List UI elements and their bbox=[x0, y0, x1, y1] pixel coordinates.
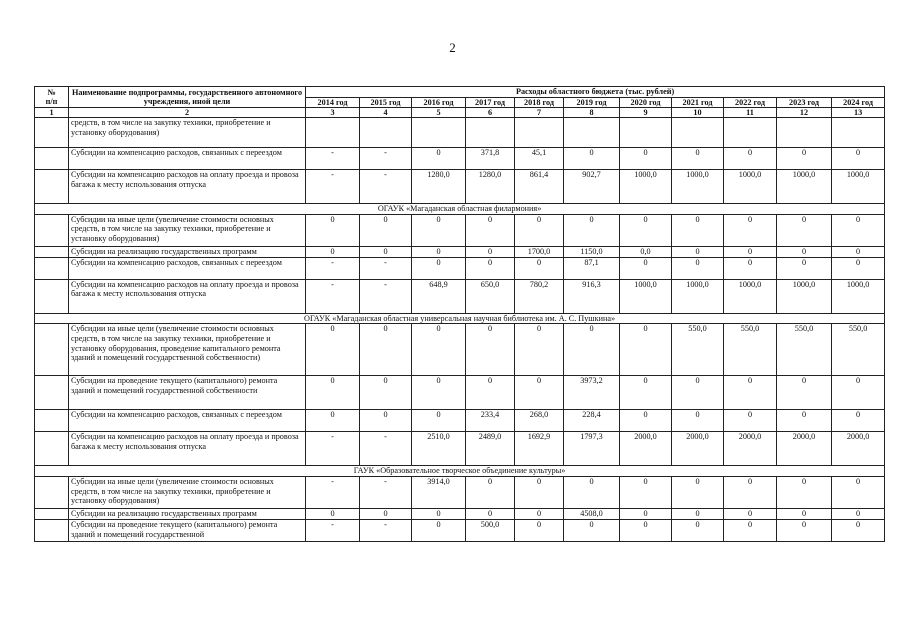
row-name: Субсидии на иные цели (увеличение стоимости основных средств, в том числе на закупку техники, приобретение и установку оборудования) bbox=[69, 214, 306, 246]
value-cell: 0 bbox=[620, 519, 672, 541]
column-number: 6 bbox=[466, 108, 515, 118]
value-cell: 0 bbox=[360, 508, 412, 519]
row-index-cell bbox=[35, 257, 69, 279]
column-number: 13 bbox=[832, 108, 885, 118]
value-cell bbox=[564, 118, 620, 148]
value-cell: 0 bbox=[306, 324, 360, 376]
row-name: Субсидии на компенсацию расходов на оплату проезда и провоза багажа к месту использования отпуска bbox=[69, 170, 306, 204]
value-cell: 0 bbox=[724, 246, 777, 257]
value-cell: 0 bbox=[777, 376, 832, 410]
value-cell bbox=[832, 118, 885, 148]
value-cell: 0 bbox=[724, 257, 777, 279]
value-cell: 2000,0 bbox=[620, 432, 672, 466]
row-index-cell bbox=[35, 214, 69, 246]
value-cell: 87,1 bbox=[564, 257, 620, 279]
column-number: 2 bbox=[69, 108, 306, 118]
col-header-expenses: Расходы областного бюджета (тыс. рублей) bbox=[306, 87, 885, 98]
value-cell: 1000,0 bbox=[672, 279, 724, 313]
value-cell: 0 bbox=[515, 214, 564, 246]
value-cell bbox=[672, 118, 724, 148]
row-name: Субсидии на компенсацию расходов на оплату проезда и провоза багажа к месту использования отпуска bbox=[69, 432, 306, 466]
column-number: 5 bbox=[412, 108, 466, 118]
value-cell bbox=[515, 118, 564, 148]
section-title: ГАУК «Образовательное творческое объединение культуры» bbox=[35, 466, 885, 477]
value-cell: 268,0 bbox=[515, 410, 564, 432]
row-index-cell bbox=[35, 376, 69, 410]
year-header: 2020 год bbox=[620, 97, 672, 108]
value-cell: 0 bbox=[620, 376, 672, 410]
row-index-cell bbox=[35, 410, 69, 432]
value-cell: - bbox=[306, 279, 360, 313]
value-cell: 2000,0 bbox=[832, 432, 885, 466]
table-row bbox=[35, 410, 885, 432]
row-name: Субсидии на проведение текущего (капитального) ремонта зданий и помещений государственной собственности bbox=[69, 376, 306, 410]
value-cell: 0 bbox=[564, 148, 620, 170]
value-cell: 0 bbox=[832, 519, 885, 541]
table-row bbox=[35, 476, 885, 508]
year-header: 2019 год bbox=[564, 97, 620, 108]
value-cell: 0 bbox=[360, 214, 412, 246]
value-cell: 0 bbox=[360, 324, 412, 376]
value-cell: 0 bbox=[360, 246, 412, 257]
value-cell: 0 bbox=[412, 214, 466, 246]
row-index-cell bbox=[35, 170, 69, 204]
value-cell: 1700,0 bbox=[515, 246, 564, 257]
value-cell: 0 bbox=[564, 476, 620, 508]
budget-table bbox=[34, 86, 885, 542]
value-cell: 0 bbox=[724, 476, 777, 508]
value-cell: 0 bbox=[672, 246, 724, 257]
row-name: Субсидии на реализацию государственных программ bbox=[69, 508, 306, 519]
row-name: средств, в том числе на закупку техники, приобретение и установку оборудования) bbox=[69, 118, 306, 148]
value-cell: 4508,0 bbox=[564, 508, 620, 519]
value-cell: 780,2 bbox=[515, 279, 564, 313]
row-index-cell bbox=[35, 476, 69, 508]
value-cell: 3914,0 bbox=[412, 476, 466, 508]
section-row bbox=[35, 204, 885, 215]
column-number: 11 bbox=[724, 108, 777, 118]
value-cell: 0 bbox=[412, 376, 466, 410]
table-row bbox=[35, 246, 885, 257]
value-cell: 0 bbox=[672, 376, 724, 410]
value-cell: 0 bbox=[306, 246, 360, 257]
row-name: Субсидии на реализацию государственных программ bbox=[69, 246, 306, 257]
section-row bbox=[35, 466, 885, 477]
year-header: 2015 год bbox=[360, 97, 412, 108]
value-cell: 650,0 bbox=[466, 279, 515, 313]
value-cell: 0 bbox=[832, 214, 885, 246]
column-number: 1 bbox=[35, 108, 69, 118]
table-row bbox=[35, 279, 885, 313]
value-cell: 1000,0 bbox=[832, 170, 885, 204]
value-cell: - bbox=[306, 476, 360, 508]
row-name: Субсидии на компенсацию расходов, связанных с переездом bbox=[69, 148, 306, 170]
value-cell: 1797,3 bbox=[564, 432, 620, 466]
value-cell: 1000,0 bbox=[672, 170, 724, 204]
value-cell: 0 bbox=[832, 148, 885, 170]
value-cell: 0 bbox=[724, 376, 777, 410]
table-row bbox=[35, 324, 885, 376]
value-cell: 0 bbox=[564, 324, 620, 376]
value-cell: - bbox=[360, 257, 412, 279]
value-cell: 371,8 bbox=[466, 148, 515, 170]
value-cell: 550,0 bbox=[777, 324, 832, 376]
row-name: Субсидии на иные цели (увеличение стоимости основных средств, в том числе на закупку техники, приобретение и установку оборудования, проведение капитального ремонта зданий и помещений государственной собственности) bbox=[69, 324, 306, 376]
value-cell: 0 bbox=[832, 476, 885, 508]
value-cell: 0 bbox=[515, 508, 564, 519]
value-cell: 0 bbox=[724, 214, 777, 246]
value-cell: 0 bbox=[777, 508, 832, 519]
value-cell: 0 bbox=[777, 214, 832, 246]
value-cell: 0 bbox=[515, 324, 564, 376]
value-cell: 0 bbox=[620, 257, 672, 279]
column-number: 8 bbox=[564, 108, 620, 118]
value-cell: 1000,0 bbox=[777, 279, 832, 313]
table-row bbox=[35, 432, 885, 466]
value-cell: 0 bbox=[564, 519, 620, 541]
value-cell: 0 bbox=[620, 324, 672, 376]
value-cell: 0 bbox=[620, 508, 672, 519]
value-cell: 0 bbox=[466, 476, 515, 508]
value-cell: - bbox=[360, 170, 412, 204]
value-cell: 500,0 bbox=[466, 519, 515, 541]
row-index-cell bbox=[35, 118, 69, 148]
col-header-num: № п/п bbox=[35, 87, 69, 108]
row-index-cell bbox=[35, 324, 69, 376]
page-number: 2 bbox=[449, 40, 456, 55]
value-cell: 0 bbox=[306, 508, 360, 519]
value-cell: 0 bbox=[412, 257, 466, 279]
value-cell: 1000,0 bbox=[777, 170, 832, 204]
value-cell: 0 bbox=[412, 246, 466, 257]
year-header: 2022 год bbox=[724, 97, 777, 108]
value-cell: - bbox=[306, 170, 360, 204]
value-cell: 0 bbox=[620, 214, 672, 246]
value-cell: 0 bbox=[360, 410, 412, 432]
row-index-cell bbox=[35, 279, 69, 313]
table-row bbox=[35, 508, 885, 519]
row-index-cell bbox=[35, 432, 69, 466]
value-cell: 1000,0 bbox=[832, 279, 885, 313]
value-cell: 0 bbox=[620, 410, 672, 432]
value-cell: - bbox=[360, 279, 412, 313]
col-header-name: Наименование подпрограммы, государственного автономного учреждения, иной цели bbox=[69, 87, 306, 108]
value-cell: 0 bbox=[672, 410, 724, 432]
value-cell: 550,0 bbox=[724, 324, 777, 376]
value-cell: - bbox=[360, 519, 412, 541]
value-cell: 0 bbox=[832, 508, 885, 519]
value-cell: 0 bbox=[672, 508, 724, 519]
value-cell: 0,0 bbox=[620, 246, 672, 257]
value-cell: 0 bbox=[832, 376, 885, 410]
value-cell: - bbox=[306, 148, 360, 170]
column-numbers-row bbox=[35, 108, 885, 118]
value-cell: 0 bbox=[412, 410, 466, 432]
column-number: 12 bbox=[777, 108, 832, 118]
section-title: ОГАУК «Магаданская областная филармония» bbox=[35, 204, 885, 215]
value-cell: 0 bbox=[672, 476, 724, 508]
value-cell: 0 bbox=[564, 214, 620, 246]
table-row bbox=[35, 148, 885, 170]
value-cell: 1000,0 bbox=[620, 279, 672, 313]
section-row bbox=[35, 313, 885, 324]
column-number: 9 bbox=[620, 108, 672, 118]
row-name: Субсидии на компенсацию расходов на оплату проезда и провоза багажа к месту использования отпуска bbox=[69, 279, 306, 313]
value-cell: - bbox=[306, 519, 360, 541]
value-cell: 0 bbox=[672, 257, 724, 279]
value-cell bbox=[360, 118, 412, 148]
value-cell: 0 bbox=[466, 214, 515, 246]
value-cell: 3973,2 bbox=[564, 376, 620, 410]
value-cell: 2000,0 bbox=[672, 432, 724, 466]
value-cell: 648,9 bbox=[412, 279, 466, 313]
value-cell bbox=[777, 118, 832, 148]
column-number: 3 bbox=[306, 108, 360, 118]
value-cell: 1280,0 bbox=[466, 170, 515, 204]
column-number: 10 bbox=[672, 108, 724, 118]
year-header: 2016 год bbox=[412, 97, 466, 108]
value-cell: 0 bbox=[777, 246, 832, 257]
value-cell: 0 bbox=[777, 519, 832, 541]
value-cell: 1150,0 bbox=[564, 246, 620, 257]
value-cell: 1000,0 bbox=[620, 170, 672, 204]
value-cell: 0 bbox=[306, 410, 360, 432]
value-cell: 0 bbox=[360, 376, 412, 410]
value-cell: 0 bbox=[672, 519, 724, 541]
row-name: Субсидии на иные цели (увеличение стоимости основных средств, в том числе на закупку техники, приобретение и установку оборудования) bbox=[69, 476, 306, 508]
value-cell: 0 bbox=[777, 148, 832, 170]
value-cell: 233,4 bbox=[466, 410, 515, 432]
value-cell: 1280,0 bbox=[412, 170, 466, 204]
value-cell: - bbox=[306, 257, 360, 279]
value-cell: - bbox=[360, 476, 412, 508]
value-cell: 550,0 bbox=[672, 324, 724, 376]
value-cell: 1000,0 bbox=[724, 170, 777, 204]
value-cell: 0 bbox=[515, 376, 564, 410]
year-header: 2021 год bbox=[672, 97, 724, 108]
value-cell: 2510,0 bbox=[412, 432, 466, 466]
value-cell: 861,4 bbox=[515, 170, 564, 204]
value-cell bbox=[620, 118, 672, 148]
year-header: 2014 год bbox=[306, 97, 360, 108]
row-name: Субсидии на компенсацию расходов, связанных с переездом bbox=[69, 410, 306, 432]
value-cell: 550,0 bbox=[832, 324, 885, 376]
value-cell: 0 bbox=[672, 214, 724, 246]
value-cell: 0 bbox=[620, 148, 672, 170]
value-cell: 1000,0 bbox=[724, 279, 777, 313]
table-row bbox=[35, 257, 885, 279]
value-cell: - bbox=[360, 432, 412, 466]
header-row-top bbox=[35, 87, 885, 98]
column-number: 4 bbox=[360, 108, 412, 118]
table-row bbox=[35, 376, 885, 410]
section-title: ОГАУК «Магаданская областная универсальная научная библиотека им. А. С. Пушкина» bbox=[35, 313, 885, 324]
value-cell bbox=[412, 118, 466, 148]
year-header: 2024 год bbox=[832, 97, 885, 108]
row-name: Субсидии на проведение текущего (капитального) ремонта зданий и помещений государственной bbox=[69, 519, 306, 541]
value-cell: 0 bbox=[306, 376, 360, 410]
column-number: 7 bbox=[515, 108, 564, 118]
value-cell: 0 bbox=[515, 476, 564, 508]
value-cell: 0 bbox=[412, 519, 466, 541]
value-cell: 0 bbox=[724, 508, 777, 519]
value-cell bbox=[466, 118, 515, 148]
value-cell: 0 bbox=[466, 257, 515, 279]
value-cell: 0 bbox=[777, 476, 832, 508]
value-cell bbox=[306, 118, 360, 148]
value-cell: 0 bbox=[306, 214, 360, 246]
table-row bbox=[35, 214, 885, 246]
value-cell: 0 bbox=[412, 324, 466, 376]
value-cell: 0 bbox=[515, 519, 564, 541]
row-index-cell bbox=[35, 246, 69, 257]
value-cell: 0 bbox=[620, 476, 672, 508]
value-cell: 2489,0 bbox=[466, 432, 515, 466]
value-cell bbox=[724, 118, 777, 148]
value-cell: 0 bbox=[832, 257, 885, 279]
value-cell: 0 bbox=[412, 148, 466, 170]
value-cell: 0 bbox=[724, 148, 777, 170]
value-cell: 0 bbox=[466, 376, 515, 410]
row-index-cell bbox=[35, 519, 69, 541]
table-row bbox=[35, 118, 885, 148]
row-index-cell bbox=[35, 508, 69, 519]
table-row bbox=[35, 519, 885, 541]
year-header: 2017 год bbox=[466, 97, 515, 108]
table-body bbox=[35, 118, 885, 542]
value-cell: 0 bbox=[777, 257, 832, 279]
value-cell: 0 bbox=[724, 519, 777, 541]
value-cell: 0 bbox=[672, 148, 724, 170]
value-cell: 1692,9 bbox=[515, 432, 564, 466]
value-cell: 0 bbox=[724, 410, 777, 432]
year-header: 2023 год bbox=[777, 97, 832, 108]
value-cell: 228,4 bbox=[564, 410, 620, 432]
value-cell: 902,7 bbox=[564, 170, 620, 204]
value-cell: 0 bbox=[466, 508, 515, 519]
value-cell: 0 bbox=[515, 257, 564, 279]
value-cell: 916,3 bbox=[564, 279, 620, 313]
value-cell: - bbox=[306, 432, 360, 466]
value-cell: 0 bbox=[466, 324, 515, 376]
value-cell: 45,1 bbox=[515, 148, 564, 170]
value-cell: 0 bbox=[832, 246, 885, 257]
row-name: Субсидии на компенсацию расходов, связанных с переездом bbox=[69, 257, 306, 279]
value-cell: 0 bbox=[412, 508, 466, 519]
year-header: 2018 год bbox=[515, 97, 564, 108]
row-index-cell bbox=[35, 148, 69, 170]
value-cell: 0 bbox=[777, 410, 832, 432]
table-row bbox=[35, 170, 885, 204]
value-cell: 2000,0 bbox=[777, 432, 832, 466]
value-cell: 0 bbox=[466, 246, 515, 257]
value-cell: 0 bbox=[832, 410, 885, 432]
value-cell: 2000,0 bbox=[724, 432, 777, 466]
value-cell: - bbox=[360, 148, 412, 170]
